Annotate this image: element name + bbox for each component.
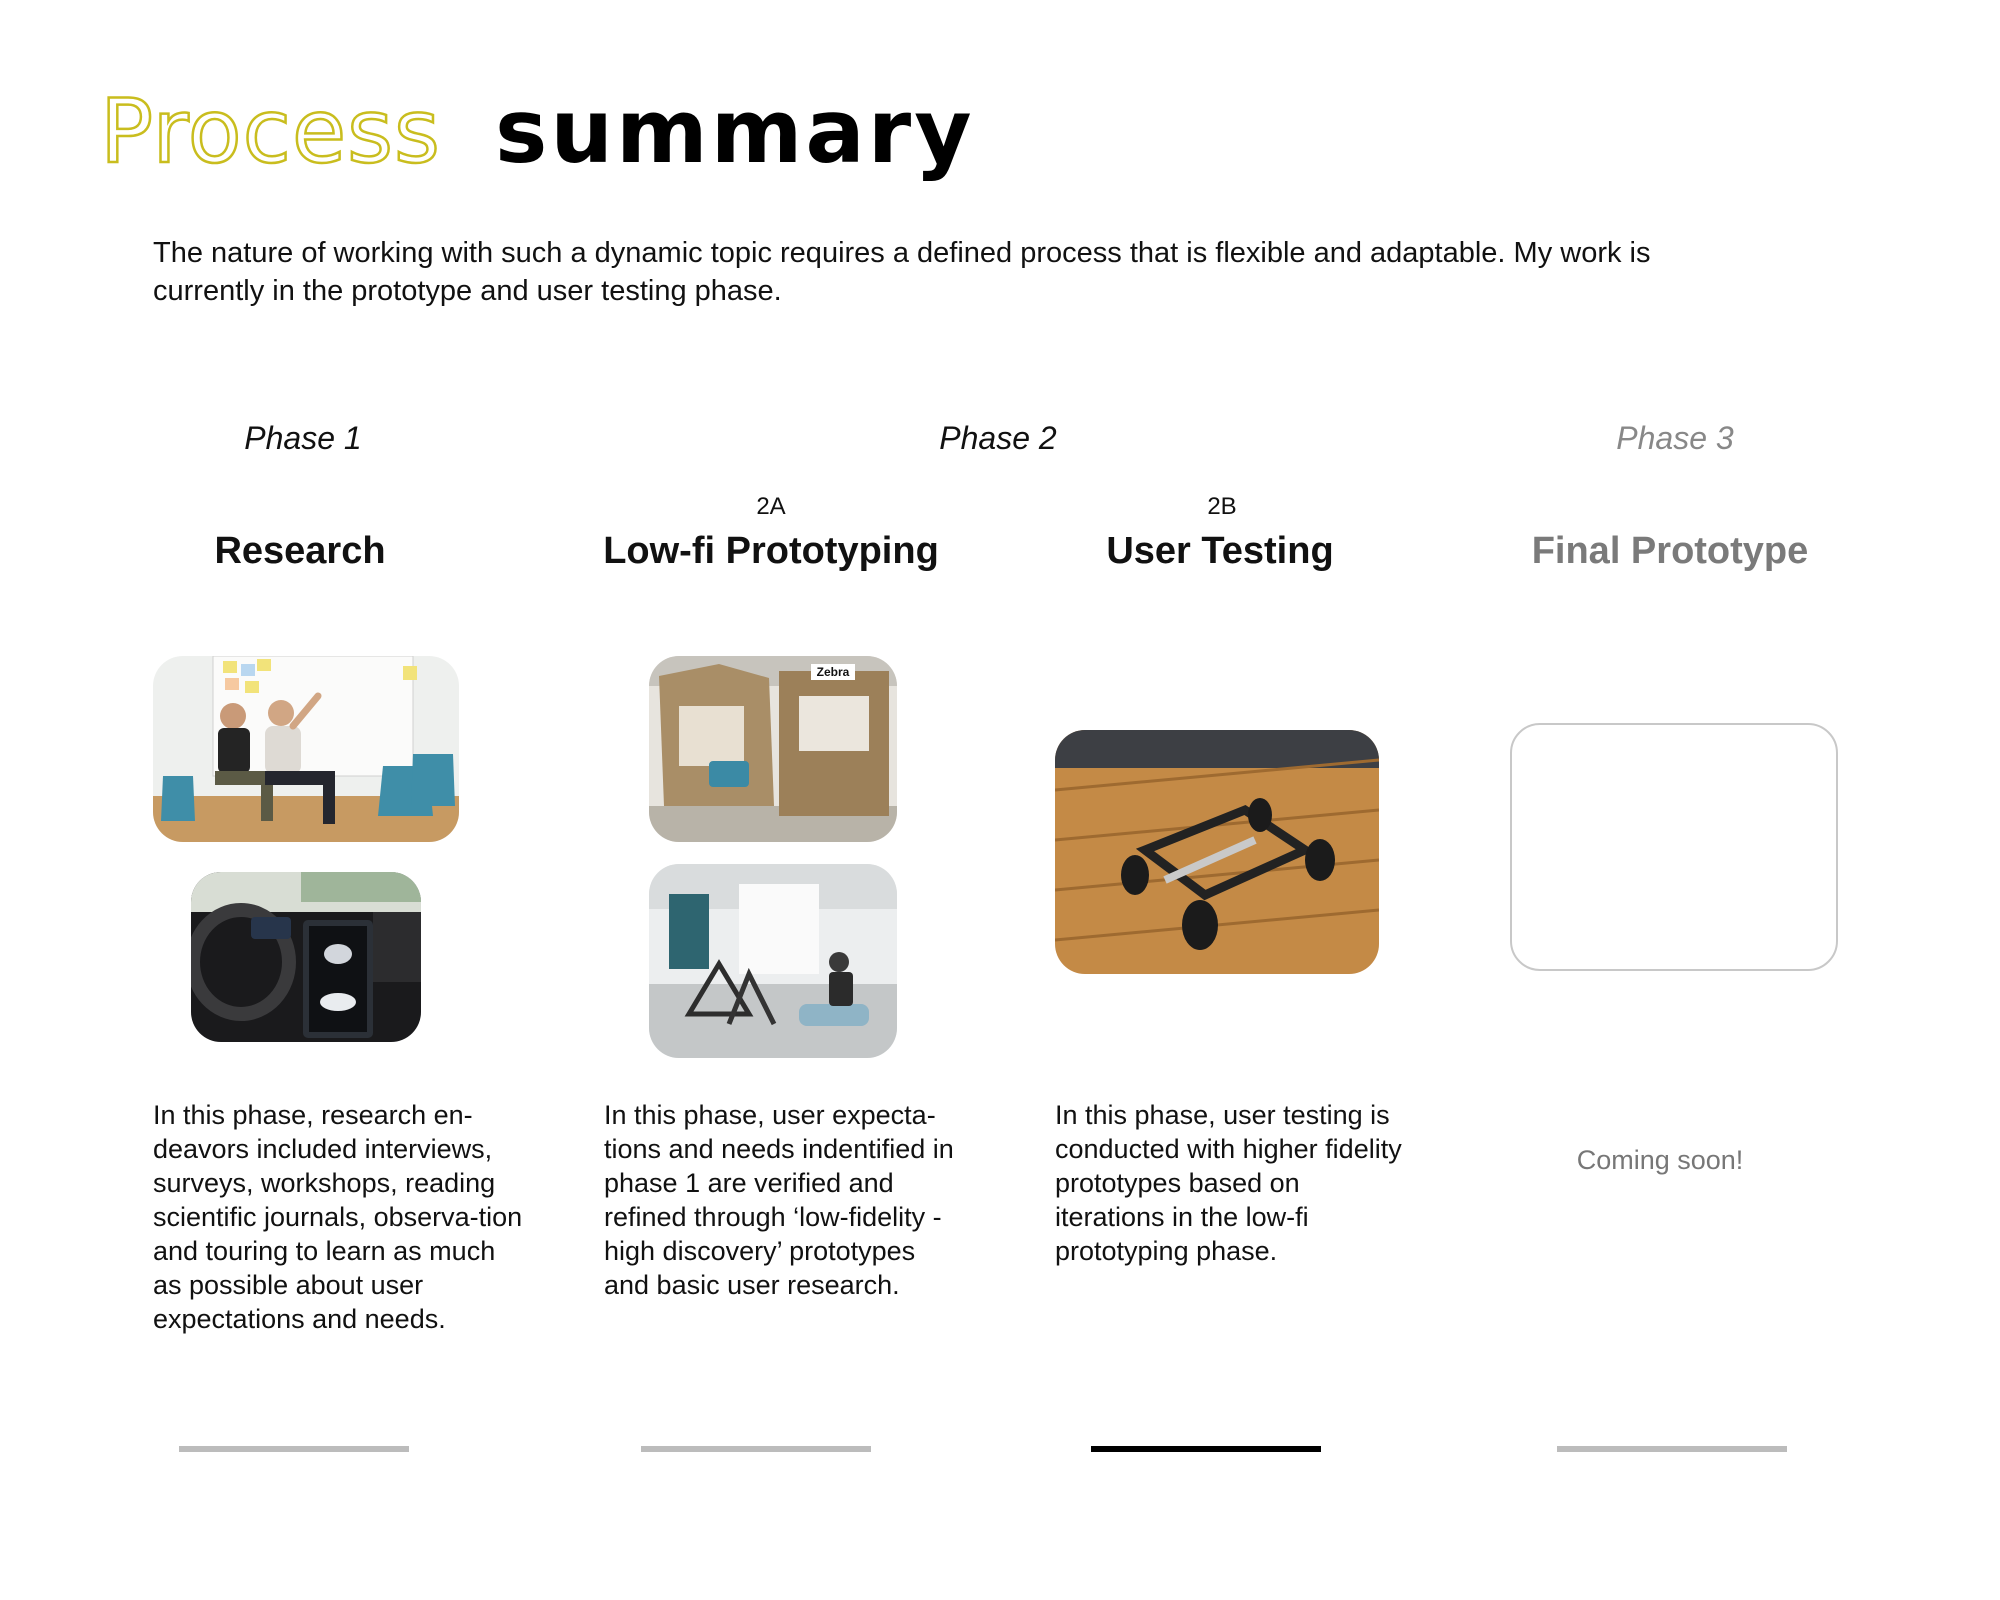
- zebra-sign-label: Zebra: [816, 665, 850, 679]
- progress-bar-research: [179, 1446, 409, 1452]
- lowfi-studio-photo: [649, 864, 897, 1058]
- user-testing-chassis-photo: [1055, 730, 1379, 974]
- research-workshop-photo: [153, 656, 459, 842]
- phase-1-label: Phase 1: [244, 420, 362, 456]
- phase-2-label: Phase 2: [939, 420, 1057, 456]
- heading-research: Research: [214, 530, 386, 572]
- research-dashboard-photo: [191, 872, 421, 1042]
- lowfi-description: In this phase, user expecta-tions and needs indentified in phase 1 are verified and refined through ‘low-fidelity - high discovery’ prototypes and basic user research.: [604, 1100, 954, 1300]
- progress-bar-lowfi: [641, 1446, 871, 1452]
- user-testing-description: In this phase, user testing is conducted with higher fidelity prototypes based on iterations in the low-fi prototyping phase.: [1055, 1100, 1402, 1266]
- sub-label-2b: 2B: [1207, 493, 1237, 520]
- heading-lowfi-prototyping: Low-fi Prototyping: [603, 530, 939, 572]
- progress-bar-user-testing: [1091, 1446, 1321, 1452]
- progress-bar-final: [1557, 1446, 1787, 1452]
- heading-user-testing: User Testing: [1106, 530, 1334, 572]
- title-outline-word: Process: [100, 80, 441, 183]
- sub-label-2a: 2A: [756, 493, 786, 520]
- lowfi-cardboard-photo: [649, 656, 897, 842]
- intro-paragraph: The nature of working with such a dynamic topic requires a defined process that is flexible and adaptable. My work is currently in the prototype and user testing phase.: [153, 237, 1651, 307]
- title-bold-word: summary: [495, 80, 975, 183]
- phase-3-label: Phase 3: [1616, 420, 1734, 456]
- research-description: In this phase, research en-deavors included interviews, surveys, workshops, reading scientific journals, observa-tion and touring to learn as much as possible about user expectations and needs.: [153, 1100, 523, 1334]
- coming-soon-text: Coming soon!: [1576, 1145, 1744, 1175]
- final-prototype-placeholder: [1510, 723, 1838, 971]
- heading-final-prototype: Final Prototype: [1531, 530, 1809, 572]
